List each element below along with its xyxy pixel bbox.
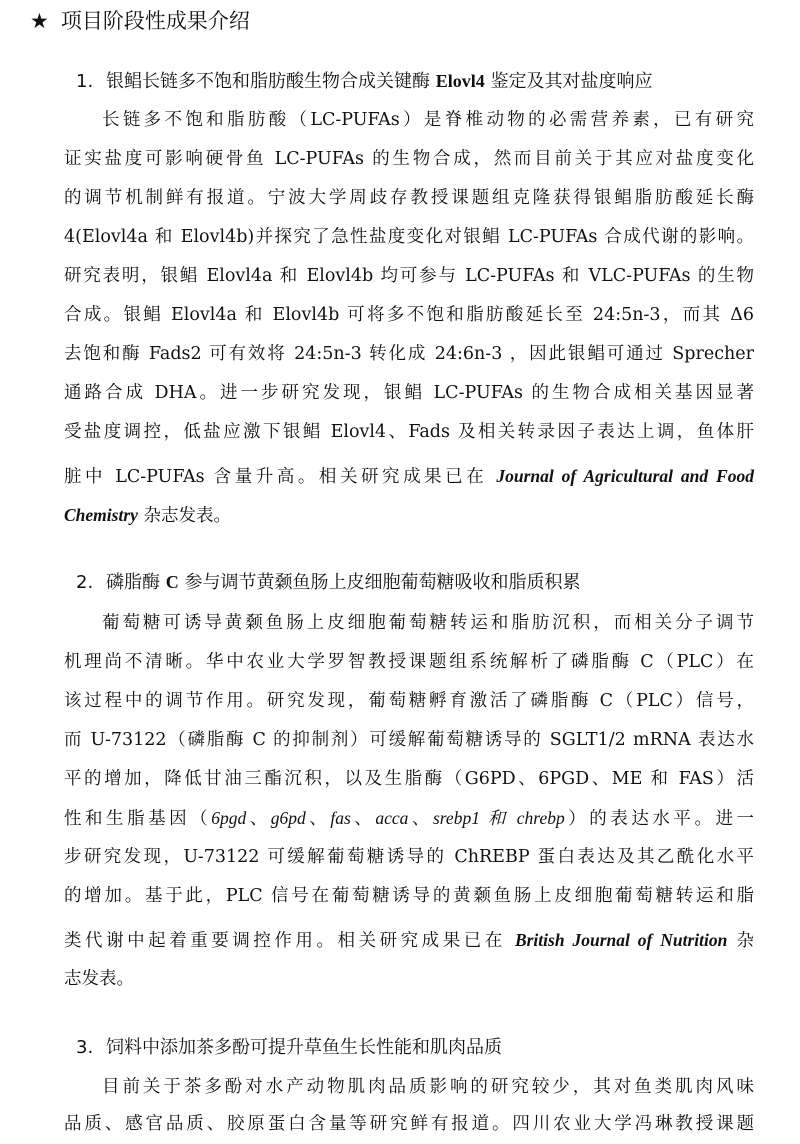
line-text: 性和生脂基因（ xyxy=(64,809,212,829)
section-title-gene: Elovl4 xyxy=(435,71,485,91)
gene-name: 6pgd xyxy=(211,808,247,828)
paragraph-line: 志发表。 xyxy=(64,969,134,989)
journal-name: Journal of Agricultural and Food xyxy=(496,466,754,486)
section-number: 2. xyxy=(76,572,94,593)
paragraph-line xyxy=(64,457,754,496)
paragraph-line: 去饱和酶 Fads2 可有效将 24:5n-3 转化成 24:6n-3 ，因此银鲳可通过 Sprecher xyxy=(64,344,754,364)
section-title-text-end: 鉴定及其对盐度响应 xyxy=(484,71,653,92)
section-number: 1. xyxy=(76,71,94,92)
section-number: 3. xyxy=(76,1037,94,1058)
separator: 、 xyxy=(246,809,271,829)
paragraph-line: 的调节机制鲜有报道。宁波大学周歧存教授课题组克隆获得银鲳脂肪酸延长酶 xyxy=(64,188,754,208)
paragraph-line: 4(Elovl4a 和 Elovl4b)并探究了急性盐度变化对银鲳 LC-PUFAs 合成代谢的影响。 xyxy=(64,227,754,247)
paragraph-line xyxy=(64,921,754,960)
paragraph-line: 机理尚不清晰。华中农业大学罗智教授课题组系统解析了磷脂酶 C（PLC）在 xyxy=(64,652,754,672)
star-icon: ★ xyxy=(30,9,49,33)
section-title-text: 饲料中添加茶多酚可提升草鱼生长性能和肌肉品质 xyxy=(106,1037,502,1058)
paragraph-line: 研究表明，银鲳 Elovl4a 和 Elovl4b 均可参与 LC-PUFAs 和 VLC-PUFAs 的生物 xyxy=(64,266,754,286)
paragraph-line: 长链多不饱和脂肪酸（LC-PUFAs）是脊椎动物的必需营养素，已有研究 xyxy=(102,110,754,130)
section-title-enzyme: C xyxy=(165,572,179,592)
section-3-title xyxy=(76,1035,502,1061)
paragraph-line: 通路合成 DHA。进一步研究发现，银鲳 LC-PUFAs 的生物合成相关基因显著 xyxy=(64,383,754,403)
paragraph-line: 证实盐度可影响硬骨鱼 LC-PUFAs 的生物合成，然而目前关于其应对盐度变化 xyxy=(64,149,754,169)
section-title-text: 磷脂酶 xyxy=(106,572,166,593)
gene-name: g6pd xyxy=(270,808,306,828)
line-text: ）的表达水平。进一 xyxy=(564,809,755,829)
separator: 、 xyxy=(408,809,433,829)
separator: 、 xyxy=(350,809,376,829)
line-text: 杂志发表。 xyxy=(137,506,231,526)
line-text: 类代谢中起着重要调控作用。相关研究成果已在 xyxy=(64,931,515,951)
journal-name: Chemistry xyxy=(64,505,138,525)
paragraph-line: 品质、感官品质、胶原蛋白含量等研究鲜有报道。四川农业大学冯琳教授课题 xyxy=(64,1114,754,1134)
gene-name: srebp1 和 chrebp xyxy=(432,808,565,828)
paragraph-line: 目前关于茶多酚对水产动物肌肉品质影响的研究较少，其对鱼类肌肉风味 xyxy=(102,1077,754,1097)
section-title-text: 银鲳长链多不饱和脂肪酸生物合成关键酶 xyxy=(106,71,436,92)
line-text: 脏中 LC-PUFAs 含量升高。相关研究成果已在 xyxy=(64,467,497,487)
separator: 、 xyxy=(305,809,331,829)
paragraph-line: 合成。银鲳 Elovl4a 和 Elovl4b 可将多不饱和脂肪酸延长至 24:5n-3，而其 Δ6 xyxy=(64,305,754,325)
paragraph-line: 该过程中的调节作用。研究发现，葡萄糖孵育激活了磷脂酶 C（PLC）信号， xyxy=(64,691,754,711)
line-text: 杂 xyxy=(727,931,754,951)
paragraph-line: 步研究发现，U-73122 可缓解葡萄糖诱导的 ChREBP 蛋白表达及其乙酰化水平 xyxy=(64,847,754,867)
paragraph-line xyxy=(64,496,754,535)
paragraph-line: 平的增加，降低甘油三酯沉积，以及生脂酶（G6PD、6PGD、ME 和 FAS）活 xyxy=(64,769,754,789)
section-2-title xyxy=(76,569,580,596)
paragraph-line: 而 U-73122（磷脂酶 C 的抑制剂）可缓解葡萄糖诱导的 SGLT1/2 mRNA 表达水 xyxy=(64,730,754,750)
gene-name: fas xyxy=(330,808,351,828)
gene-name: acca xyxy=(375,808,409,828)
section-1-title xyxy=(76,68,652,95)
section-title-text-end: 参与调节黄颡鱼肠上皮细胞葡萄糖吸收和脂质积累 xyxy=(178,572,581,593)
page-heading xyxy=(30,6,250,36)
paragraph-line: 的增加。基于此，PLC 信号在葡萄糖诱导的黄颡鱼肠上皮细胞葡萄糖转运和脂 xyxy=(64,886,754,906)
journal-name: British Journal of Nutrition xyxy=(514,930,728,950)
paragraph-line: 受盐度调控，低盐应激下银鲳 Elovl4、Fads 及相关转录因子表达上调，鱼体肝 xyxy=(64,422,754,442)
paragraph-line: 葡萄糖可诱导黄颡鱼肠上皮细胞葡萄糖转运和脂肪沉积，而相关分子调节 xyxy=(102,613,754,633)
heading-text: 项目阶段性成果介绍 xyxy=(60,9,250,33)
paragraph-line xyxy=(64,799,754,838)
